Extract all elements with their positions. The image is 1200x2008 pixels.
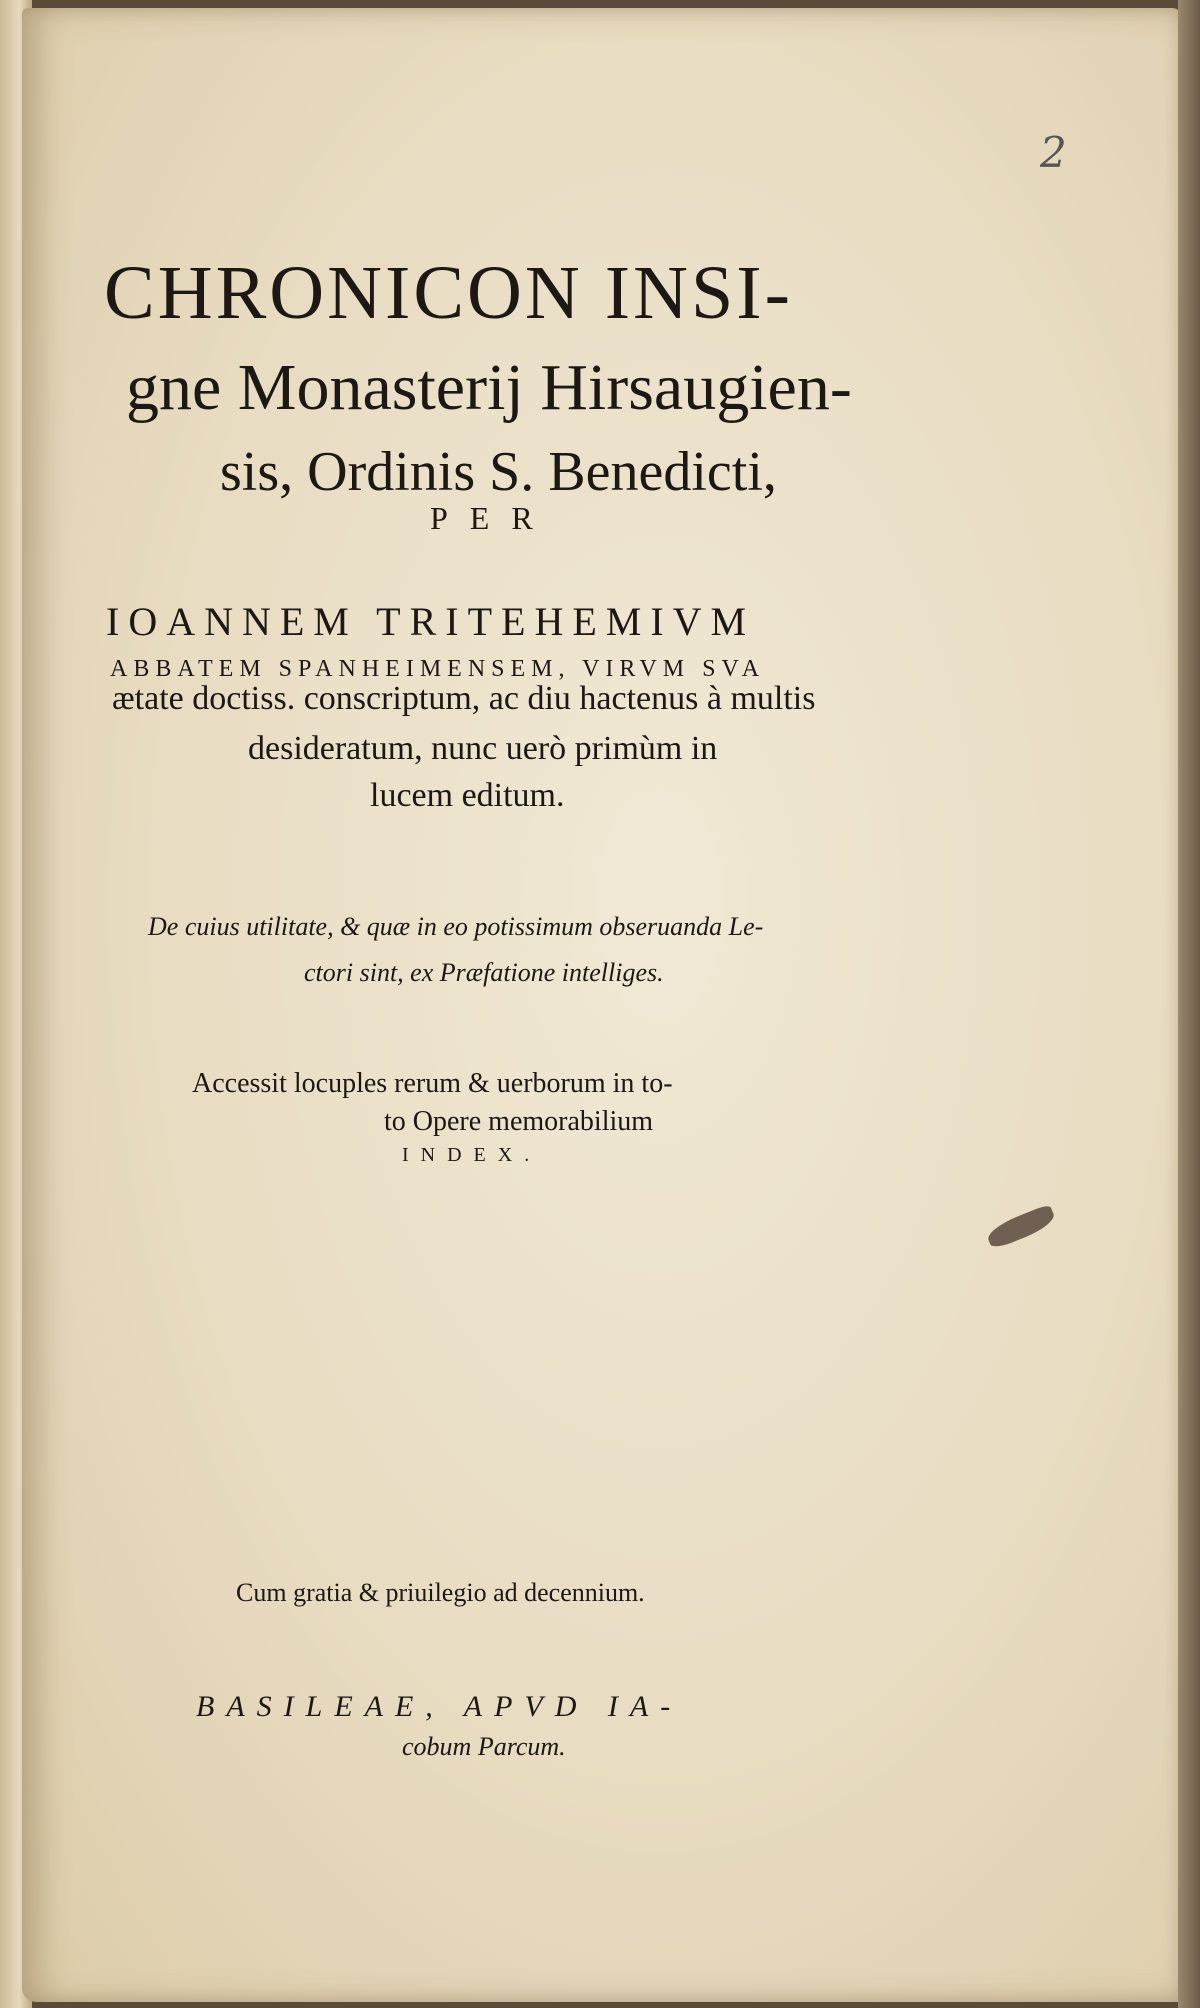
- index-note-line-2: to Opere memorabilium: [384, 1106, 654, 1137]
- index-label: INDEX.: [402, 1144, 542, 1166]
- description-line-1: ætate doctiss. conscriptum, ac diu hactenus à multis: [112, 680, 816, 717]
- description-line-3: lucem editum.: [370, 777, 565, 814]
- imprint-line-2: cobum Parcum.: [402, 1732, 566, 1761]
- right-page-edge: [1178, 0, 1200, 2008]
- title-line-3: sis, Ordinis S. Benedicti,: [220, 441, 777, 503]
- description-line-2: desideratum, nunc uerò primùm in: [248, 730, 718, 767]
- author-title: ABBATEM SPANHEIMENSEM, VIRVM SVA: [110, 656, 766, 682]
- author-name: IOANNEM TRITEHEMIVM: [106, 599, 756, 644]
- preface-note-line-1: De cuius utilitate, & quæ in eo potissimum obseruanda Le-: [148, 912, 764, 941]
- privilege-line: Cum gratia & priuilegio ad decennium.: [236, 1578, 645, 1607]
- preface-note-line-2: ctori sint, ex Præfatione intelliges.: [304, 958, 664, 987]
- imprint-line-1: BASILEAE, APVD IA-: [196, 1690, 683, 1723]
- per-label: PER: [430, 500, 555, 536]
- folio-number: 2: [1040, 128, 1067, 177]
- title-line-2: gne Monasterij Hirsaugien-: [126, 351, 852, 424]
- title-line-1: CHRONICON INSI-: [104, 251, 793, 335]
- index-note-line-1: Accessit locuples rerum & uerborum in to-: [192, 1068, 673, 1099]
